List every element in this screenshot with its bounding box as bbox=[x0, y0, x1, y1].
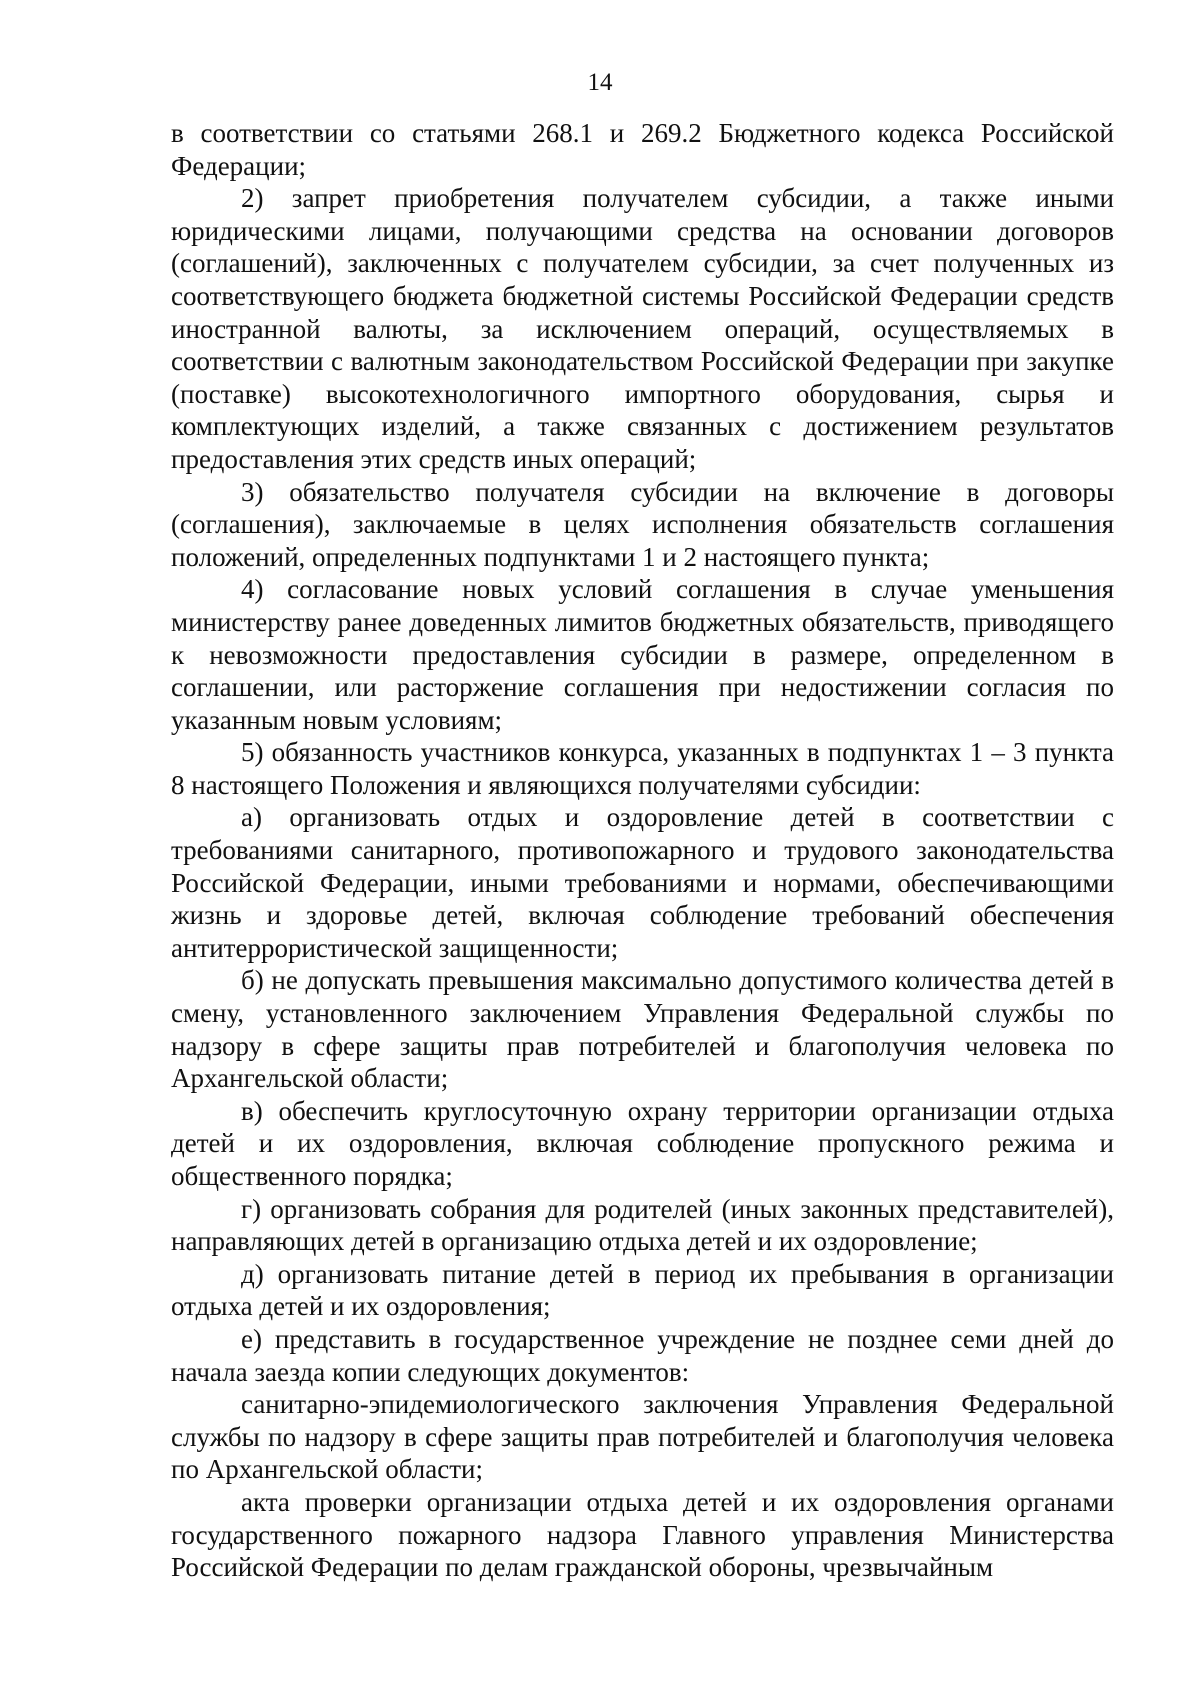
paragraph-subitem-g: г) организовать собрания для родителей (иных законных представителей), направляющих детей в организацию отдыха детей и их оздоровление; bbox=[171, 1193, 1114, 1257]
paragraph-item-3: 3) обязательство получателя субсидии на включение в договоры (соглашения), заключаемые в целях исполнения обязательств соглашения положений, определенных подпунктами 1 и 2 настоящего пункта; bbox=[171, 476, 1114, 572]
paragraph-subitem-v: в) обеспечить круглосуточную охрану территории организации отдыха детей и их оздоровления, включая соблюдение пропускного режима и общественного порядка; bbox=[171, 1095, 1114, 1191]
paragraph-document-fire-act: акта проверки организации отдыха детей и их оздоровления органами государственного пожарного надзора Главного управления Министерства Российской Федерации по делам гражданской обороны, чрезвычайным bbox=[171, 1486, 1114, 1583]
document-body bbox=[171, 117, 1114, 1584]
paragraph-item-4: 4) согласование новых условий соглашения в случае уменьшения министерству ранее доведенных лимитов бюджетных обязательств, приводящего к невозможности предоставления субсидии в размере, определенном в соглашении, или расторжение соглашения при недостижении согласия по указанным новым условиям; bbox=[171, 574, 1114, 735]
paragraph-subitem-d: д) организовать питание детей в период их пребывания в организации отдыха детей и их оздоровления; bbox=[171, 1258, 1114, 1322]
page-number: 14 bbox=[587, 69, 613, 96]
paragraph-item-2: 2) запрет приобретения получателем субсидии, а также иными юридическими лицами, получающими средства на основании договоров (соглашений), заключенных с получателем субсидии, за счет полученных из соответствующего бюджета бюджетной системы Российской Федерации средств иностранной валюты, за исключением операций, осуществляемых в соответствии с валютным законодательством Российской Федерации при закупке (поставке) высокотехнологичного импортного оборудования, сырья и комплектующих изделий, а также связанных с достижением результатов предоставления этих средств иных операций; bbox=[171, 183, 1114, 474]
paragraph-document-sanitary: санитарно-эпидемиологического заключения Управления Федеральной службы по надзору в сфере защиты прав потребителей и благополучия человека по Архангельской области; bbox=[171, 1389, 1114, 1485]
paragraph-subitem-e: е) представить в государственное учреждение не позднее семи дней до начала заезда копии следующих документов: bbox=[171, 1323, 1114, 1387]
paragraph-subitem-a: а) организовать отдых и оздоровление детей в соответствии с требованиями санитарного, противопожарного и трудового законодательства Российской Федерации, иными требованиями и нормами, обеспечивающими жизнь и здоровье детей, включая соблюдение требований обеспечения антитеррористической защищенности; bbox=[171, 802, 1114, 963]
paragraph-continuation: в соответствии со статьями 268.1 и 269.2 Бюджетного кодекса Российской Федерации; bbox=[171, 118, 1114, 181]
paragraph-subitem-b: б) не допускать превышения максимально допустимого количества детей в смену, установленного заключением Управления Федеральной службы по надзору в сфере защиты прав потребителей и благополучия человека по Архангельской области; bbox=[171, 965, 1114, 1094]
paragraph-item-5: 5) обязанность участников конкурса, указанных в подпунктах 1 – 3 пункта 8 настоящего Положения и являющихся получателями субсидии: bbox=[171, 737, 1114, 800]
